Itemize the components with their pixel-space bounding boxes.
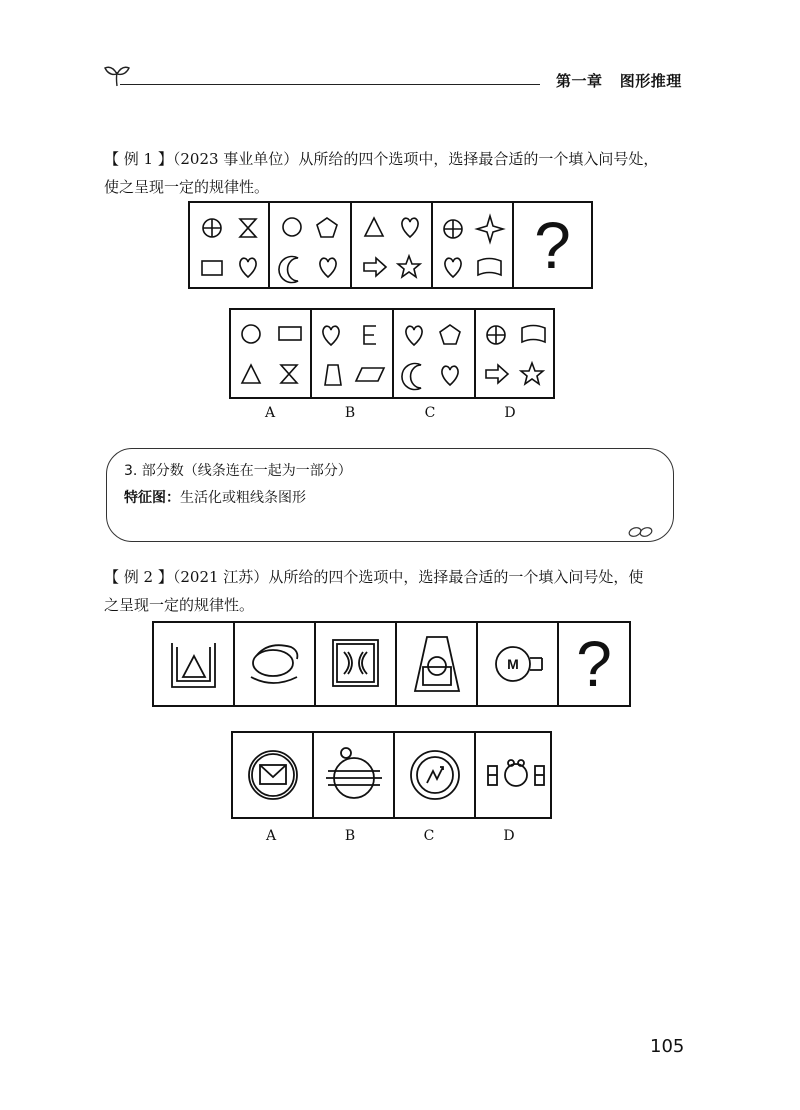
triangle-icon (365, 218, 383, 236)
ex1-figure-4 (433, 203, 514, 287)
example-1-question-row (188, 201, 593, 289)
triangle-icon (242, 365, 260, 383)
ex1-figure-3 (352, 203, 433, 287)
ex1-question-cell (514, 203, 591, 287)
heart-icon (442, 366, 458, 385)
circle-plus-icon (203, 219, 221, 237)
example-2-options-row (231, 731, 552, 819)
heart-icon (445, 258, 461, 277)
ex1-figure-1 (190, 203, 270, 287)
parallelogram-icon (356, 368, 384, 381)
example-2-label: 【 例 2 】 (104, 568, 173, 586)
ex2-option-a[interactable] (233, 733, 314, 817)
circle-plus-icon (444, 220, 462, 238)
star-icon (521, 363, 543, 384)
ex1-option-b-label: B (344, 405, 356, 421)
pentagon-icon (440, 325, 460, 344)
ex2-option-d[interactable] (476, 733, 556, 817)
framed-shape-icon (333, 640, 378, 686)
example-2-line2: 之呈现一定的规律性。 (104, 596, 255, 614)
crescent-icon (279, 257, 298, 283)
ex1-option-c[interactable] (394, 310, 476, 397)
leaf-icon (628, 526, 654, 538)
pentagon-icon (317, 218, 337, 237)
chapter-title: 图形推理 (619, 72, 682, 90)
ex1-option-a[interactable] (231, 310, 312, 397)
four-point-star-icon (477, 216, 503, 242)
rectangle-icon (202, 261, 222, 275)
trapezoid-icon (325, 365, 341, 385)
ex2-option-b[interactable] (314, 733, 395, 817)
heart-icon (240, 258, 256, 277)
question-mark: ? (576, 628, 612, 700)
lamp-icon (415, 637, 459, 691)
example-1-label: 【 例 1 】 (104, 150, 173, 168)
heart-icon (323, 326, 339, 345)
star-icon (398, 256, 420, 277)
header-rule (120, 84, 540, 85)
example-1-source: （2023 事业单位） (172, 150, 299, 168)
heart-icon (402, 218, 418, 237)
hourglass-icon (240, 219, 256, 237)
example-1-question (104, 145, 664, 201)
ex2-figure-2 (235, 623, 316, 705)
arrow-icon (364, 258, 386, 276)
circle-plus-icon (487, 326, 505, 344)
mail-icon (249, 751, 297, 799)
ex2-figure-4 (397, 623, 478, 705)
tip-feature-text: 生活化或粗线条图形 (180, 490, 306, 506)
letter-e-icon (364, 326, 376, 344)
flag-icon (478, 259, 501, 276)
tip-feature-label: 特征图： (124, 490, 180, 506)
rectangle-icon (279, 327, 301, 340)
heart-icon (406, 326, 422, 345)
lightning-badge-icon (411, 751, 459, 799)
ex2-figure-5 (478, 623, 559, 705)
circle-icon (283, 218, 301, 236)
ex2-option-b-label: B (344, 828, 356, 844)
tablets-ring-icon (488, 760, 544, 786)
ex2-option-c-label: C (423, 828, 435, 844)
ex1-option-a-label: A (264, 405, 276, 421)
circle-icon (242, 325, 260, 343)
arrow-icon (486, 365, 508, 383)
flag-icon (522, 326, 545, 343)
tip-feature (124, 487, 306, 507)
ex1-figure-2 (270, 203, 352, 287)
motor-label: M (507, 656, 519, 672)
example-1-line2: 使之呈现一定的规律性。 (104, 178, 270, 196)
question-mark: ? (534, 208, 571, 282)
example-2-question-row (152, 621, 631, 707)
ex1-option-b[interactable] (312, 310, 394, 397)
ex1-option-c-label: C (424, 405, 436, 421)
example-2-source: （2021 江苏） (172, 568, 269, 586)
example-2-line1: 从所给的四个选项中，选择最合适的一个填入问号处，使 (268, 568, 644, 586)
open-box-icon (172, 643, 215, 687)
ex1-option-d[interactable] (476, 310, 555, 397)
example-1-line1: 从所给的四个选项中，选择最合适的一个填入问号处， (298, 150, 659, 168)
ex2-figure-1 (154, 623, 235, 705)
ex2-question-cell (559, 623, 629, 705)
ex1-option-d-label: D (504, 405, 516, 421)
ex2-option-c[interactable] (395, 733, 476, 817)
example-1-options-row (229, 308, 555, 399)
crescent-icon (402, 364, 421, 390)
chapter-number: 第一章 (556, 72, 603, 90)
ex2-figure-3 (316, 623, 397, 705)
ex2-option-a-label: A (265, 828, 277, 844)
heart-icon (320, 258, 336, 277)
motor-icon (496, 647, 542, 681)
triangle-icon (183, 656, 205, 677)
chapter-heading (556, 70, 682, 91)
ex2-option-d-label: D (503, 828, 515, 844)
hourglass-icon (281, 365, 297, 383)
ringed-sphere-icon (326, 748, 382, 798)
ellipse-swirl-icon (251, 645, 297, 683)
example-2-question (104, 563, 664, 619)
tip-title: 3. 部分数（线条连在一起为一部分） (124, 463, 352, 479)
page-number: 105 (650, 1036, 685, 1057)
